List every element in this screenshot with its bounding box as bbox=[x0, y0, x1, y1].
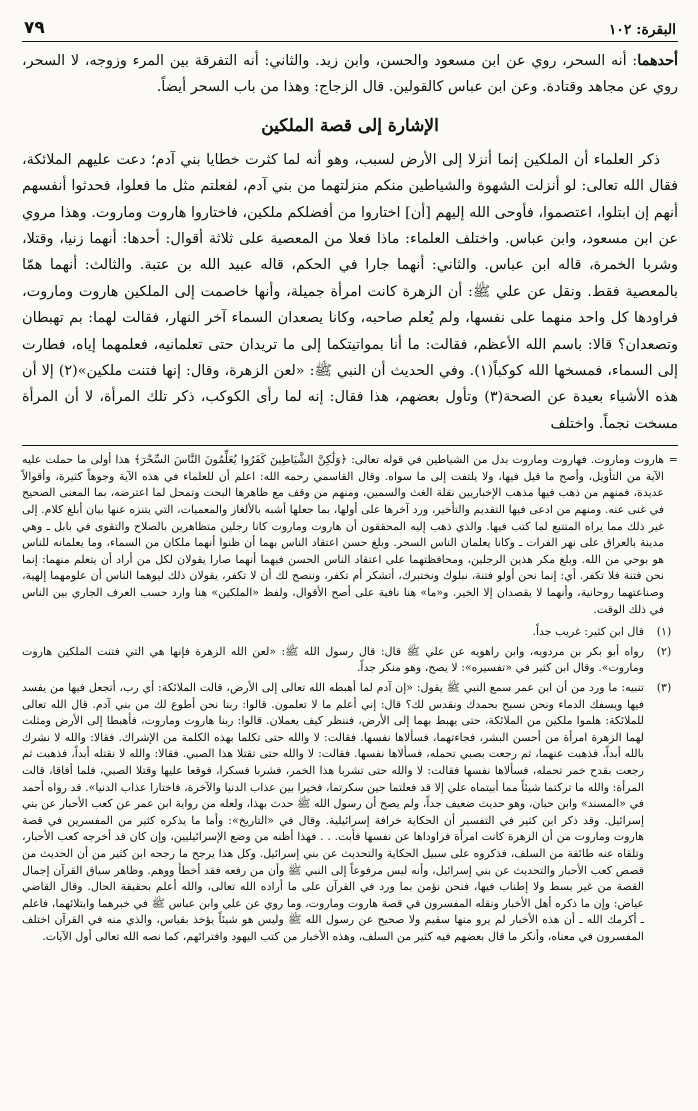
footnote-item bbox=[22, 624, 678, 641]
footnote-number: (١) bbox=[656, 625, 672, 639]
footnote-text: قال ابن كثير: غريب جداً. bbox=[532, 625, 644, 639]
main-paragraph: ذكر العلماء أن الملكين إنما أنزلا إلى الأرض لسبب، وهو أنه لما كثرت خطايا بني آدم؛ دعت عليهم الملائكة، فقال الله تعالى: لو أنزلت الشهوة والشياطين منكم منزلتهما من بني آدم، لفعلتم مثل ما فعلوا، فحدثوا أنفسهم أنهم إن ابتلوا، اعتصموا، فأوحى الله إليهم [أن] اختاروا من أفضلكم ملكين، فاختاروا هاروت وماروت. وهذا مروي عن ابن مسعود، وابن عباس. واختلف العلماء: ماذا فعلا من المعصية على ثلاثة أقوال: أحدها: أنهما زنيا، وقتلا، وشربا الخمرة، قاله ابن عباس. والثاني: أنهما جارا في الحكم، قاله عبيد الله بن عتبة. والثالث: أنهما همّا بالمعصية فقط. ونقل عن علي ﷺ: أن الزهرة كانت امرأة جميلة، وأنها خاصمت إلى الملكين هاروت وماروت، فراودها كل واحد منهما على نفسها، ولم يُعلم صاحبه، وكانا يصعدان السماء آخر النهار، فقالت لهما: بم تهبطان وتصعدان؟ قالا: باسم الله الأعظم، فقالت: ما أنا بمواتيتكما إلى ما تريدان حتى تعلمانيه، فعلمهما إياه، فطارت إلى السماء، فمسخها الله كوكباً(١). وفي الحديث أن النبي ﷺ: «لعن الزهرة، وقال: إنها فتنت ملكين»(٢) إلا أن هذه الأشياء بعيدة عن الصحة(٣) وتأول بعضهم، هذا فقال: إنه لما رأى الكوكب، ذكر تلك المرأة، لا أن المرأة مسخت نجماً. واختلف bbox=[22, 151, 678, 432]
intro-text: : أنه السحر، روي عن ابن مسعود والحسن، وابن زيد. والثاني: أنه التفرقة بين المرء وزوجه، لا السحر، روي عن مجاهد وقتادة. وعن ابن عباس كالقولين. قال الزجاج: وهذا من باب السحر أيضاً. bbox=[22, 53, 678, 96]
footnotes bbox=[22, 452, 678, 945]
intro-lead: أحدهما bbox=[637, 52, 678, 69]
page-number: ٧٩ bbox=[24, 18, 45, 38]
footnote-continuation: = هاروت وماروت. فهاروت وماروت بدل من الشياطين في قوله تعالى: ﴿وَلَٰكِنَّ الشَّيَاطِينَ كَفَرُوا يُعَلِّمُونَ النَّاسَ السِّحْرَ﴾ هذا أولى ما حملت عليه الآية من التأويل، وأصح ما قيل فيها، ولا يلتفت إلى ما سواه. وقال القاسمي رحمه الله: اعلم أن للعلماء في هذه الآية وجوهاً كثيرة، وأقوالاً عديدة، فمنهم من ذهب فيها مذهب الإخباريين نقلة الغث والسمين، ومنهم من وقف مع ظاهرها البحت وتمحل لما اعترضه، بما المعنى الصحيح في غنى عنه. ومنهم من ادعى فيها التقديم والتأخير، ورد آخرها على أولها، بما جعلها أشبه بالألغاز والمعميات، التي يتنزه عنها بيان أبلغ كلام. إلى غير ذلك مما يراه المتتبع لما كتب فيها. والذي ذهب إليه المحققون أن هاروت وماروت كانا رجلين متظاهرين بالصلاح والتقوى في بابل ـ وهي مدينة بالعراق على نهر الفرات ـ وكانا يعلمان الناس السحر. وبلغ حسن اعتقاد الناس بهما أن ظنوا أنهما ملكان من السماء، وما يعلمانه للناس هو بوحي من الله. وبلغ مكر هذين الرجلين، ومحافظتهما على اعتقاد الناس الحسن فيهما أنهما صارا يقولان لكل من أراد أن يتعلم منهما: إنما نحن فتنة فلا تكفر. أي: إنما نحن أولو فتنة، نبلوك ونختبرك، أتشكر أم تكفر، وننصح لك أن لا تكفر، يقولان ذلك ليوهما الناس أن علومهما إلهية، وصناعتهما روحانية، وأنهما لا يقصدان إلا الخير. و«ما» هنا نافية على أصح الأقوال، ولفظ «الملكين» هنا وارد حسب العرف الجاري بين الناس في ذلك الوقت. bbox=[22, 452, 678, 618]
footnote-divider bbox=[22, 445, 678, 446]
page-header bbox=[22, 12, 678, 42]
footnote-number: (٣) bbox=[656, 681, 672, 694]
section-title: الإشارة إلى قصة الملكين bbox=[261, 115, 439, 136]
footnote-item bbox=[22, 644, 678, 677]
footnote-text: تنبيه: ما ورد من أن ابن عمر سمع النبي ﷺ يقول: «إن آدم لما أهبطه الله تعالى إلى الأرض، قالت الملائكة: أي رب، أتجعل فيها من يفسد فيها ويسفك الدماء ونحن نسبح بحمدك ونقدس لك؟ قال: إني أعلم ما لا تعلمون. قالوا: ربنا نحن أطوع لك من بني آدم. قال الله تعالى للملائكة: هلموا ملكين من الملائكة، حتى يهبط بهما إلى الأرض، فننظر كيف يعملان. قالوا: ربنا هاروت وماروت، فأهبطا إلى الأرض ومثلت لهما الزهرة امرأة من أحسن البشر، فجاءتهما، فسألاها نفسها. فقالت: لا والله حتى تكلما بهذه الكلمة من الإشراك. فقالا: والله لا نشرك بالله أبداً، فذهبت عنهما، ثم رجعت بصبي تحمله، فسألاها نفسها. فقالت: لا والله حتى تقتلا هذا الصبي. فقالا: والله لا نقتله أبداً، فذهبت ثم رجعت بقدح خمر تحمله، فسألاها نفسها فقالت: لا والله حتى تشربا هذا الخمر، فشربا فسكرا، فوقعا عليها وقتلا الصبي، فلما أفاقا، قالت المرأة: والله ما تركتما شيئاً مما أبيتماه علي إلا قد فعلتما حين سكرتما، فخيرا بين عذاب الدنيا والآخرة، فاختارا عذاب الدنيا». قد رواه أحمد في «المسند» وابن حبان، وهو حديث ضعيف جداً، ولم يصح أن رسول الله ﷺ حدث بهذا، ولعله من رواية ابن عمر عن كعب الأحبار عن بني إسرائيل. وقد ذكر ابن كثير في التفسير أن الحكاية خرافة إسرائيلية. وقال في «التاريخ»: وأما ما يذكره كثير من المفسرين في قصة هاروت وماروت من أن الزهرة كانت امرأة فراوداها عن نفسها فأبت. . . فهذا أظنه من وضع الإسرائيليين، وإن كان قد أخرجه كعب الأحبار، وتلقاه عنه طائفة من السلف، فذكروه على سبيل الحكاية والتحديث عن بني إسرائيل. وكل هذا يرجح ما رجحه ابن كثير من أن الحديث من قصص كعب الأحبار والتحديث عن بني إسرائيل، وأنه ليس مرفوعاً إلى النبي ﷺ وأن من رفعه فقد أخطأ ووهم. وظاهر سياق القرآن إجمال القصة من غير بسط ولا إطناب فيها، فنحن نؤمن بما ورد في القرآن على ما أراده الله تعالى، والله أعلم بحقيقة الحال. وقال القاضي عياض: وإن ما ذكره أهل الأخبار ونقله المفسرون في قصة هاروت وماروت، وما روي عن علي وابن عباس ﷺ في خبرهما وابتلائهما، فاعلم ـ أكرمك الله ـ أن هذه الأخبار لم يرو منها سقيم ولا صحيح عن رسول الله ﷺ وليس هو شيئاً يؤخذ بقياس، والذي منه في القرآن اختلف المفسرون في معناه، وأنكر ما قال بعضهم فيه كثير من السلف، وهذه الأخبار من كتب اليهود وافترائهم، كما نصه الله تعالى أول الآيات. bbox=[22, 681, 644, 943]
running-head: البقرة: ١٠٢ bbox=[608, 22, 676, 38]
footnote-number: (٢) bbox=[656, 644, 672, 658]
footnote-item bbox=[22, 680, 678, 946]
intro-paragraph bbox=[22, 48, 678, 101]
footnote-text: رواه أبو بكر بن مردويه، وابن راهويه عن علي ﷺ قال: قال رسول الله ﷺ: «لعن الله الزهرة فإنها هي التي فتنت الملكين هاروت وماروت». وقال ابن كثير في «تفسيره»: لا يصح، وهو منكر جداً. bbox=[22, 644, 644, 675]
book-page bbox=[22, 12, 678, 1102]
